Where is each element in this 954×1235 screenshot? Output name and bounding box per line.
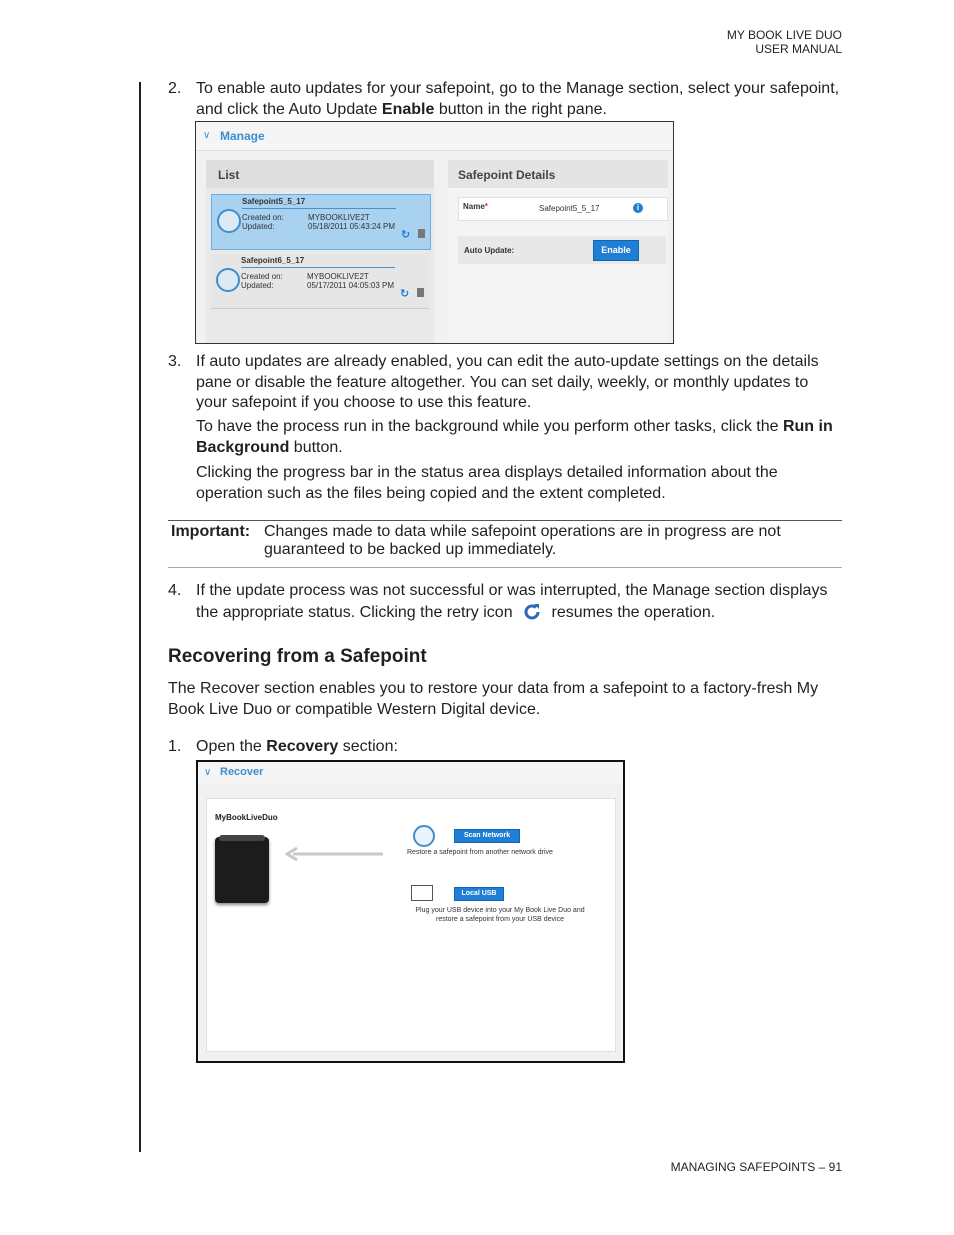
divider — [242, 208, 396, 209]
recover-title: Recover — [220, 766, 264, 778]
scan-description: Restore a safepoint from another network drive — [407, 849, 553, 856]
recovery-term: Recovery — [266, 738, 339, 755]
step-number: 1. — [168, 738, 182, 755]
chevron-down-icon: ∨ — [204, 767, 212, 778]
header-product: MY BOOK LIVE DUO — [726, 28, 842, 42]
chevron-down-icon: ∨ — [203, 130, 211, 141]
step-number: 2. — [168, 80, 182, 97]
usb-icon — [411, 885, 433, 901]
step-text: If the update process was not successful or was interrupted, the Manage section displays the appropriate status. Clicking the retry icon resumes the operation. — [196, 582, 828, 621]
step-text: If auto updates are already enabled, you can edit the auto-update settings on the details pane or disable the feature altogether. You can set daily, weekly, or monthly updates to your safepoint if you choose to use this feature. — [196, 353, 819, 411]
recover-header — [198, 762, 623, 784]
progress-paragraph: Clicking the progress bar in the status area displays detailed information about the operation such as the files being copied and the extent completed. — [196, 464, 778, 502]
usb-description-1: Plug your USB device into your My Book Live Duo and — [415, 907, 585, 914]
auto-update-label: Auto Update: — [464, 246, 515, 255]
run-in-background-term: Run in Background — [196, 418, 833, 456]
step-number: 4. — [168, 582, 182, 599]
details-header — [448, 160, 668, 188]
scan-network-button[interactable]: Scan Network — [454, 829, 520, 843]
enable-button[interactable]: Enable — [593, 240, 639, 261]
safepoint-item-1[interactable]: Safepoint5_5_17 Created on: MYBOOKLIVE2T Updated: 05/18/2011 05:43:24 PM ↻ — [211, 194, 431, 250]
important-top-rule — [168, 520, 842, 521]
local-usb-button[interactable]: Local USB — [454, 887, 504, 901]
device-label: MyBookLiveDuo — [215, 813, 278, 822]
list-title: List — [218, 168, 240, 182]
step-text: To enable auto updates for your safepoint, go to the Manage section, select your safepoint, and click the Auto Update Enable button in the right pane. — [196, 80, 840, 118]
safepoint-icon — [216, 268, 240, 292]
section-heading: Recovering from a Safepoint — [168, 646, 427, 667]
recover-screenshot — [196, 760, 625, 1063]
safepoint-name: Safepoint5_5_17 — [242, 197, 306, 206]
background-paragraph: To have the process run in the background while you perform other tasks, click the Run in Background button. — [196, 418, 833, 456]
device-top — [219, 835, 265, 841]
important-bottom-rule — [168, 567, 842, 568]
trash-icon[interactable] — [417, 288, 424, 297]
step-number: 3. — [168, 353, 182, 370]
divider — [241, 267, 395, 268]
details-title: Safepoint Details — [458, 168, 556, 182]
step-text: Open the Recovery section: — [196, 738, 398, 755]
page-footer: MANAGING SAFEPOINTS – 91 — [670, 1160, 842, 1174]
manage-screenshot — [195, 121, 674, 344]
margin-rule — [139, 82, 141, 1152]
safepoint-icon — [217, 209, 241, 233]
retry-icon[interactable]: ↻ — [400, 288, 410, 300]
name-field[interactable]: Safepoint5_5_17 — [539, 204, 600, 213]
enable-term: Enable — [381, 100, 435, 118]
details-panel — [448, 160, 668, 343]
list-panel — [206, 160, 434, 343]
auto-update-row — [458, 236, 666, 264]
device-image — [215, 837, 269, 903]
recover-panel — [206, 798, 616, 1052]
name-label: Name* — [463, 202, 488, 211]
header-doc: USER MANUAL — [755, 42, 842, 56]
network-icon — [413, 825, 435, 847]
retry-icon[interactable]: ↻ — [401, 229, 411, 241]
manage-title: Manage — [220, 129, 265, 143]
section-body: The Recover section enables you to restore your data from a safepoint to a factory-fresh My Book Live Duo or compatible Western Digital device. — [168, 680, 819, 718]
usb-description-2: restore a safepoint from your USB device — [435, 916, 564, 923]
important-text: Changes made to data while safepoint operations are in progress are not guaranteed to be backed up immediately. — [264, 523, 781, 558]
name-row — [458, 197, 668, 221]
manage-header — [196, 122, 673, 151]
list-header — [206, 160, 434, 188]
trash-icon[interactable] — [418, 229, 425, 238]
info-icon[interactable]: i — [633, 203, 643, 213]
retry-icon — [521, 602, 543, 620]
important-label: Important: — [171, 523, 251, 540]
arrow-left-icon — [285, 847, 385, 861]
safepoint-item-2[interactable]: Safepoint6_5_17 Created on: MYBOOKLIVE2T Updated: 05/17/2011 04:05:03 PM ↻ — [211, 254, 429, 309]
safepoint-name: Safepoint6_5_17 — [241, 256, 305, 265]
running-header — [727, 28, 842, 56]
